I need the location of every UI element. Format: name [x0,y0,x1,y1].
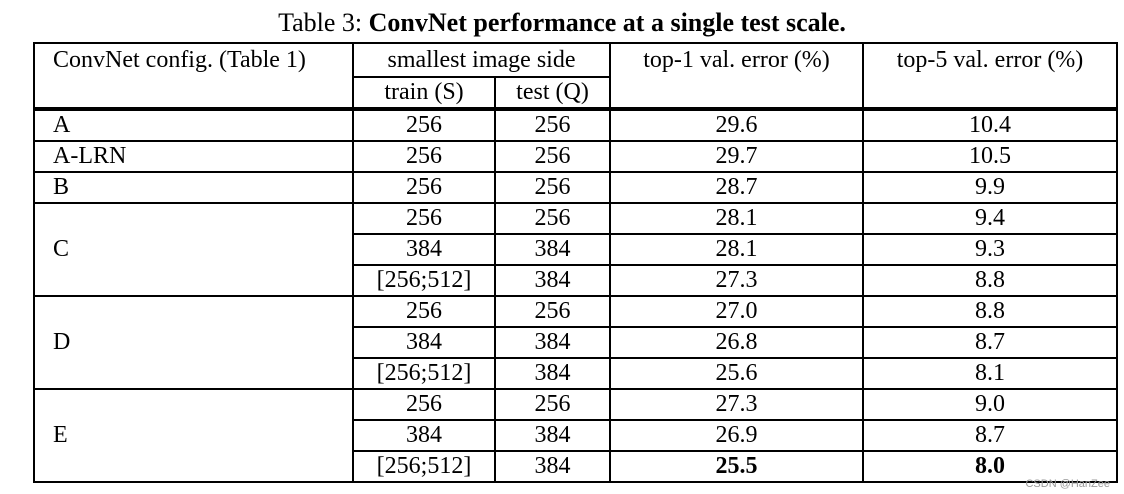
header-train: train (S) [353,77,495,109]
test-cell: 384 [495,451,610,482]
table-row [34,109,1117,141]
test-cell: 256 [495,172,610,203]
config-cell: C [34,203,353,296]
top1-cell: 28.1 [610,234,863,265]
top5-cell: 8.7 [863,327,1117,358]
top5-cell: 8.8 [863,296,1117,327]
top1-cell: 29.7 [610,141,863,172]
test-cell: 256 [495,109,610,141]
top1-cell: 26.9 [610,420,863,451]
train-cell: 384 [353,327,495,358]
header-top1: top-1 val. error (%) [610,43,863,109]
header-row-1 [34,43,1117,77]
train-cell: 384 [353,234,495,265]
train-cell: 256 [353,172,495,203]
caption-prefix: Table 3: [278,8,369,37]
table-row [34,389,1117,420]
top5-cell: 10.5 [863,141,1117,172]
top1-cell: 27.3 [610,389,863,420]
caption-title: ConvNet performance at a single test scale. [368,8,846,37]
top1-cell-best: 25.5 [610,451,863,482]
test-cell: 384 [495,358,610,389]
top1-cell: 28.7 [610,172,863,203]
test-cell: 384 [495,327,610,358]
table-caption [0,6,1124,40]
header-top5: top-5 val. error (%) [863,43,1117,109]
top1-cell: 27.3 [610,265,863,296]
top5-cell: 9.0 [863,389,1117,420]
config-cell: D [34,296,353,389]
train-cell: [256;512] [353,358,495,389]
train-cell: 256 [353,141,495,172]
top1-cell: 29.6 [610,109,863,141]
top5-cell: 9.9 [863,172,1117,203]
top1-cell: 26.8 [610,327,863,358]
test-cell: 256 [495,203,610,234]
test-cell: 256 [495,296,610,327]
top5-cell: 8.7 [863,420,1117,451]
train-cell: [256;512] [353,265,495,296]
config-cell: B [34,172,353,203]
table-row [34,172,1117,203]
test-cell: 384 [495,234,610,265]
train-cell: [256;512] [353,451,495,482]
top1-cell: 28.1 [610,203,863,234]
table-row [34,203,1117,234]
train-cell: 256 [353,203,495,234]
top5-cell: 10.4 [863,109,1117,141]
results-table [33,42,1118,483]
table-row [34,141,1117,172]
table-row [34,296,1117,327]
header-test: test (Q) [495,77,610,109]
config-cell: E [34,389,353,482]
top1-cell: 27.0 [610,296,863,327]
test-cell: 256 [495,141,610,172]
top5-cell: 9.3 [863,234,1117,265]
top5-cell: 8.8 [863,265,1117,296]
train-cell: 256 [353,296,495,327]
train-cell: 384 [353,420,495,451]
header-smallest-side: smallest image side [353,43,610,77]
top5-cell: 9.4 [863,203,1117,234]
top5-cell: 8.1 [863,358,1117,389]
header-config: ConvNet config. (Table 1) [34,43,353,109]
train-cell: 256 [353,109,495,141]
test-cell: 384 [495,265,610,296]
test-cell: 384 [495,420,610,451]
top5-cell-best: 8.0 [863,451,1117,482]
test-cell: 256 [495,389,610,420]
config-cell: A-LRN [34,141,353,172]
top1-cell: 25.6 [610,358,863,389]
config-cell: A [34,109,353,141]
watermark: CSDN @HanZee [1025,478,1110,490]
train-cell: 256 [353,389,495,420]
